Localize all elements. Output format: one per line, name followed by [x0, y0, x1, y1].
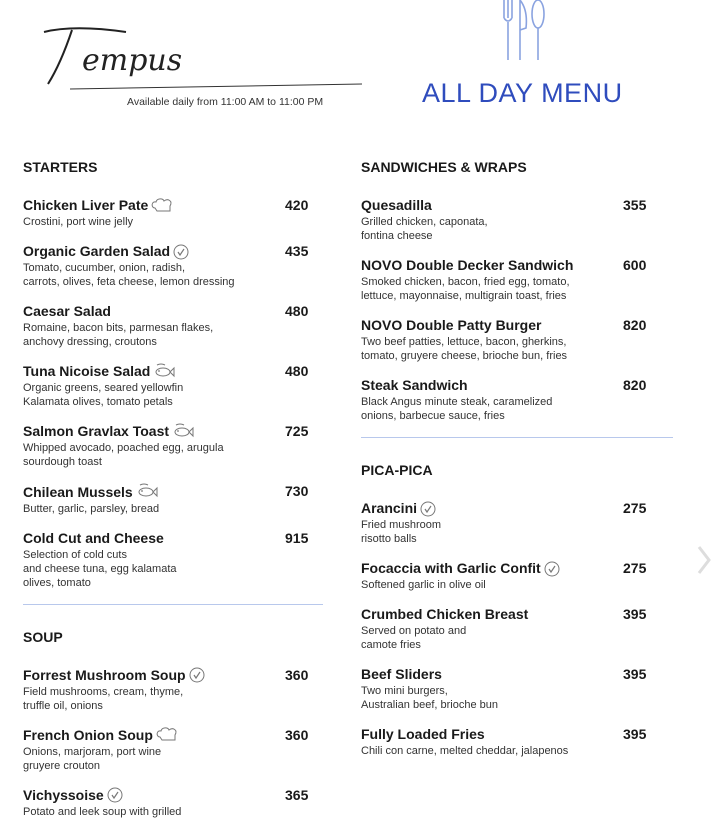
- menu-item: [23, 727, 323, 773]
- chef-hat-icon: [151, 198, 175, 214]
- menu-item-name: Forrest Mushroom Soup: [23, 666, 186, 683]
- menu-item-description: Softened garlic in olive oil: [361, 579, 486, 591]
- chef-hat-icon: [156, 727, 180, 743]
- menu-item-description: Two mini burgers, Australian beef, brioche bun: [361, 685, 498, 711]
- tempus-logo: [38, 18, 238, 90]
- menu-item: [361, 377, 661, 423]
- menu-item-name: Vichyssoise: [23, 786, 104, 803]
- menu-item-name: Salmon Gravlax Toast: [23, 423, 170, 440]
- section-title-starters: STARTERS: [23, 159, 98, 175]
- menu-item-name: Chicken Liver Pate: [23, 197, 149, 213]
- menu-item-description: Whipped avocado, poached egg, arugula sourdough toast: [23, 442, 224, 469]
- menu-item: [361, 666, 661, 712]
- left-column: [23, 159, 323, 833]
- seafood-icon: [136, 483, 158, 501]
- menu-item-name: Organic Garden Salad: [23, 243, 171, 259]
- vegetarian-icon: [544, 561, 560, 577]
- menu-item-description: Selection of cold cuts and cheese tuna, egg kalamata olives, tomato: [23, 548, 177, 589]
- menu-item-name: Crumbed Chicken Breast: [361, 606, 529, 622]
- menu-item: [23, 363, 323, 409]
- menu-item-description: Tomato, cucumber, onion, radish, carrots, olives, feta cheese, lemon dressing: [23, 262, 235, 288]
- menu-item-price: 725: [285, 423, 309, 440]
- menu-item: [23, 243, 323, 289]
- right-column: [361, 159, 661, 772]
- menu-item: [23, 303, 323, 349]
- menu-item-description: Romaine, bacon bits, parmesan flakes, anchovy dressing, croutons: [23, 322, 214, 348]
- menu-item-name: Arancini: [361, 500, 418, 516]
- vegetarian-icon: [107, 787, 123, 803]
- menu-item-description: Fried mushroom risotto balls: [361, 519, 442, 545]
- menu-item: [361, 726, 661, 758]
- menu-item-price: 820: [623, 377, 647, 393]
- menu-item: [23, 423, 323, 469]
- menu-item-description: Organic greens, seared yellowfin Kalamata olives, tomato petals: [23, 382, 184, 409]
- menu-item: [23, 483, 323, 515]
- sandwiches-list: [361, 197, 661, 423]
- vegetarian-icon: [420, 501, 436, 517]
- menu-item-name: Fully Loaded Fries: [361, 726, 485, 742]
- menu-item-price: 480: [285, 303, 309, 319]
- menu-item-name: Focaccia with Garlic Confit: [361, 560, 541, 576]
- menu-item-name: Tuna Nicoise Salad: [23, 363, 151, 380]
- menu-item-price: 395: [623, 726, 647, 742]
- menu-item-price: 435: [285, 243, 309, 259]
- menu-item: [361, 500, 661, 546]
- menu-item-price: 395: [623, 606, 647, 622]
- menu-item-name: Caesar Salad: [23, 303, 111, 319]
- seafood-icon: [172, 423, 194, 441]
- menu-item-name: Beef Sliders: [361, 666, 442, 682]
- menu-item-description: Potato and leek soup with grilled: [23, 805, 182, 818]
- next-page-chevron-icon[interactable]: [697, 545, 711, 575]
- menu-item-price: 365: [285, 786, 309, 803]
- menu-item-name: NOVO Double Decker Sandwich: [361, 257, 574, 273]
- section-title-picapica: PICA-PICA: [361, 462, 433, 478]
- menu-title: ALL DAY MENU: [422, 78, 623, 108]
- menu-item-price: 360: [285, 666, 309, 683]
- menu-item: [361, 606, 661, 652]
- menu-item-price: 275: [623, 560, 647, 576]
- menu-item-description: Two beef patties, lettuce, bacon, gherkins, tomato, gruyere cheese, brioche bun, fries: [361, 336, 568, 362]
- menu-item-price: 915: [285, 529, 309, 546]
- menu-item-name: Quesadilla: [361, 197, 432, 213]
- menu-item-description: Black Angus minute steak, caramelized onions, barbecue sauce, fries: [361, 396, 553, 422]
- menu-item: [23, 197, 323, 229]
- menu-item: [361, 257, 661, 303]
- menu-item-name: Chilean Mussels: [23, 483, 133, 500]
- menu-item: [23, 787, 323, 819]
- vegetarian-icon: [173, 244, 189, 260]
- soup-list: [23, 667, 323, 819]
- menu-item: [23, 530, 323, 590]
- section-title-soup: SOUP: [23, 628, 63, 645]
- menu-item-price: 600: [623, 257, 647, 273]
- menu-item-price: 730: [285, 483, 309, 500]
- menu-item-price: 355: [623, 197, 647, 213]
- menu-item-description: Grilled chicken, caponata, fontina cheese: [361, 216, 488, 242]
- menu-item-description: Chili con carne, melted cheddar, jalapenos: [361, 745, 569, 757]
- tagline: Available daily from 11:00 AM to 11:00 PM: [127, 96, 324, 108]
- menu-item-price: 395: [623, 666, 647, 682]
- menu-item-price: 420: [285, 197, 309, 213]
- menu-item: [23, 667, 323, 713]
- starters-list: [23, 197, 323, 590]
- menu-item-description: Onions, marjoram, port wine gruyere crouton: [23, 745, 162, 772]
- menu-item-name: French Onion Soup: [23, 726, 153, 743]
- section-divider: [23, 604, 323, 605]
- menu-item-price: 820: [623, 317, 647, 333]
- menu-item-name: Steak Sandwich: [361, 377, 468, 393]
- cutlery-icon: [500, 0, 546, 64]
- vegetarian-icon: [189, 667, 205, 683]
- menu-item-description: Crostini, port wine jelly: [23, 216, 134, 228]
- menu-item: [361, 317, 661, 363]
- menu-item: [361, 560, 661, 592]
- section-divider: [361, 437, 673, 438]
- picapica-list: [361, 500, 661, 758]
- menu-item-description: Served on potato and camote fries: [361, 625, 467, 651]
- menu-item-name: NOVO Double Patty Burger: [361, 317, 542, 333]
- menu-item-description: Field mushrooms, cream, thyme, truffle oil, onions: [23, 685, 184, 712]
- seafood-icon: [153, 363, 175, 381]
- svg-text:empus: empus: [82, 43, 183, 78]
- menu-item-name: Cold Cut and Cheese: [23, 529, 164, 546]
- menu-item-price: 275: [623, 500, 647, 516]
- section-title-sandwiches: SANDWICHES & WRAPS: [361, 159, 527, 175]
- menu-item-description: Smoked chicken, bacon, fried egg, tomato, lettuce, mayonnaise, multigrain toast, fries: [361, 276, 570, 302]
- menu-item: [361, 197, 661, 243]
- menu-item-description: Butter, garlic, parsley, bread: [23, 502, 160, 515]
- menu-item-price: 360: [285, 726, 309, 743]
- menu-item-price: 480: [285, 363, 309, 379]
